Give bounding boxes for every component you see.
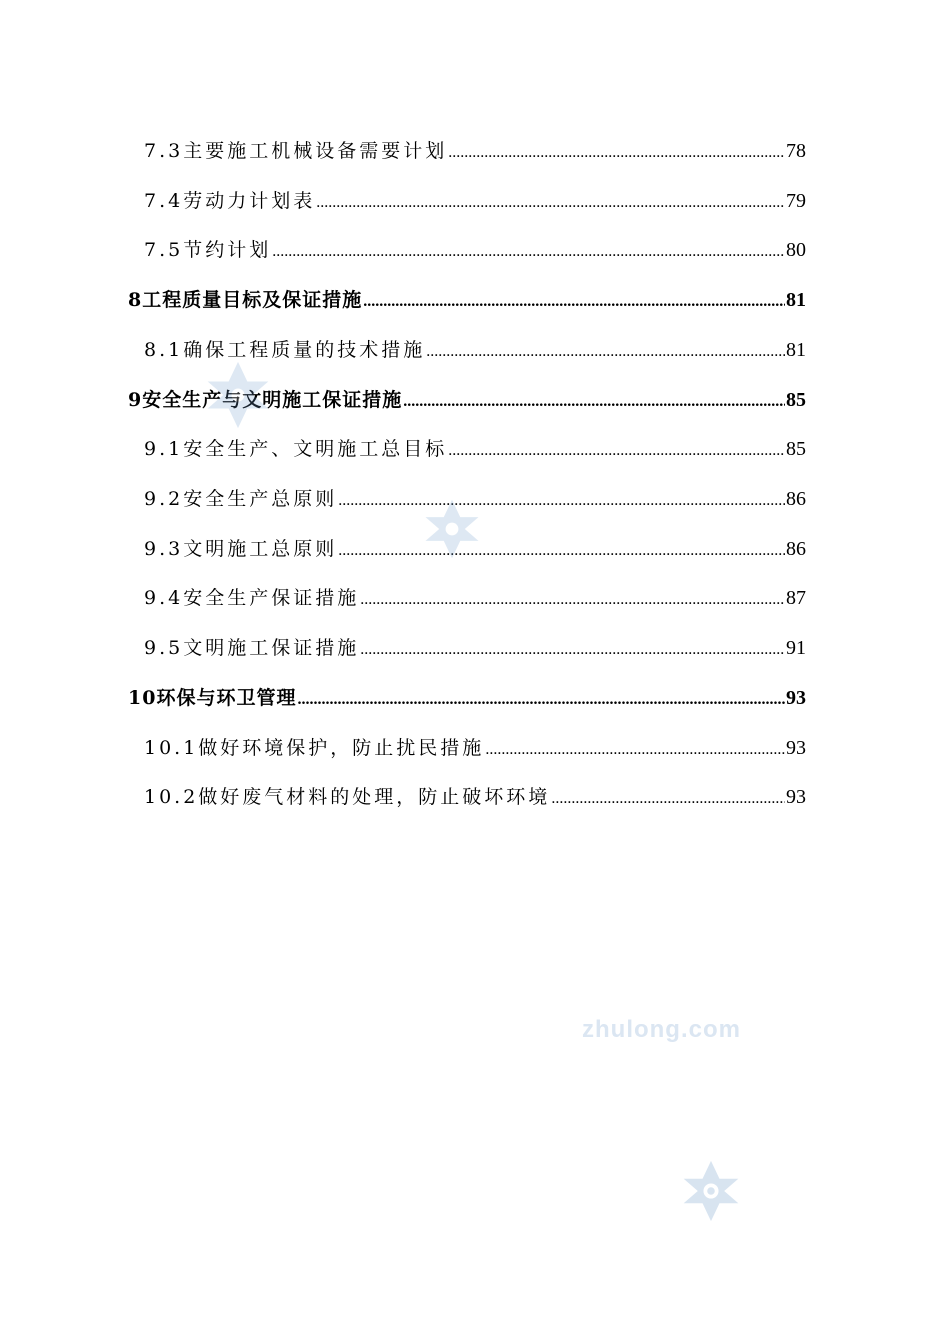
toc-dot-leader	[338, 487, 785, 515]
toc-entry-label: 7.5节约计划	[144, 239, 272, 261]
toc-chapter-label: 9安全生产与文明施工保证措施	[128, 389, 403, 411]
watermark-text: zhulong.com	[582, 1016, 741, 1043]
toc-entry-label: 9.4安全生产保证措施	[144, 587, 360, 609]
toc-entry-9-5[interactable]	[144, 634, 806, 662]
toc-entry-label: 10.2做好废气材料的处理，防止破坏环境	[144, 786, 551, 808]
toc-dot-leader	[360, 586, 785, 614]
toc-page-number: 80	[786, 239, 806, 261]
toc-chapter-label: 10环保与环卫管理	[128, 687, 297, 709]
toc-entry-label: 9.1安全生产、文明施工总目标	[144, 438, 448, 460]
toc-dot-leader	[403, 388, 785, 416]
toc-dot-leader	[448, 139, 785, 167]
toc-entry-9-4[interactable]	[144, 584, 806, 612]
toc-entry-label: 9.2安全生产总原则	[144, 488, 338, 510]
toc-dot-leader	[272, 238, 785, 266]
toc-page-number: 78	[786, 140, 806, 162]
toc-entry-label: 9.3文明施工总原则	[144, 538, 338, 560]
toc-page-number: 93	[786, 786, 806, 808]
toc-page-number: 86	[786, 488, 806, 510]
toc-dot-leader	[360, 636, 785, 664]
toc-chapter-8[interactable]	[128, 286, 806, 314]
toc-entry-7-3[interactable]	[144, 137, 806, 165]
toc-entry-label: 10.1做好环境保护，防止扰民措施	[144, 737, 485, 759]
toc-dot-leader	[448, 437, 785, 465]
snowflake-logo-icon	[420, 497, 484, 561]
toc-entry-7-5[interactable]	[144, 236, 806, 264]
toc-dot-leader	[316, 189, 785, 217]
toc-page-number: 79	[786, 190, 806, 212]
toc-dot-leader	[338, 537, 785, 565]
toc-page-number: 85	[786, 389, 806, 411]
toc-dot-leader	[363, 288, 785, 316]
toc-dot-leader	[297, 686, 785, 714]
toc-chapter-10[interactable]	[128, 684, 806, 712]
toc-entry-label: 8.1确保工程质量的技术措施	[144, 339, 426, 361]
toc-chapter-label: 8工程质量目标及保证措施	[128, 289, 363, 311]
toc-page-number: 91	[786, 637, 806, 659]
snowflake-logo-icon	[676, 1158, 746, 1224]
toc-page-number: 81	[786, 289, 806, 311]
toc-entry-label: 7.4劳动力计划表	[144, 190, 316, 212]
toc-dot-leader	[485, 736, 785, 764]
toc-entry-label: 9.5文明施工保证措施	[144, 637, 360, 659]
toc-page-number: 86	[786, 538, 806, 560]
toc-dot-leader	[426, 338, 785, 366]
toc-entry-10-2[interactable]	[144, 783, 806, 811]
toc-page-number: 93	[786, 737, 806, 759]
toc-page-number: 93	[786, 687, 806, 709]
toc-entry-10-1[interactable]	[144, 734, 806, 762]
toc-entry-label: 7.3主要施工机械设备需要计划	[144, 140, 448, 162]
toc-entry-7-4[interactable]	[144, 187, 806, 215]
snowflake-logo-icon	[203, 360, 273, 430]
toc-page-number: 81	[786, 339, 806, 361]
toc-page-number: 87	[786, 587, 806, 609]
toc-dot-leader	[551, 785, 785, 813]
toc-page-number: 85	[786, 438, 806, 460]
toc-entry-9-1[interactable]	[144, 435, 806, 463]
